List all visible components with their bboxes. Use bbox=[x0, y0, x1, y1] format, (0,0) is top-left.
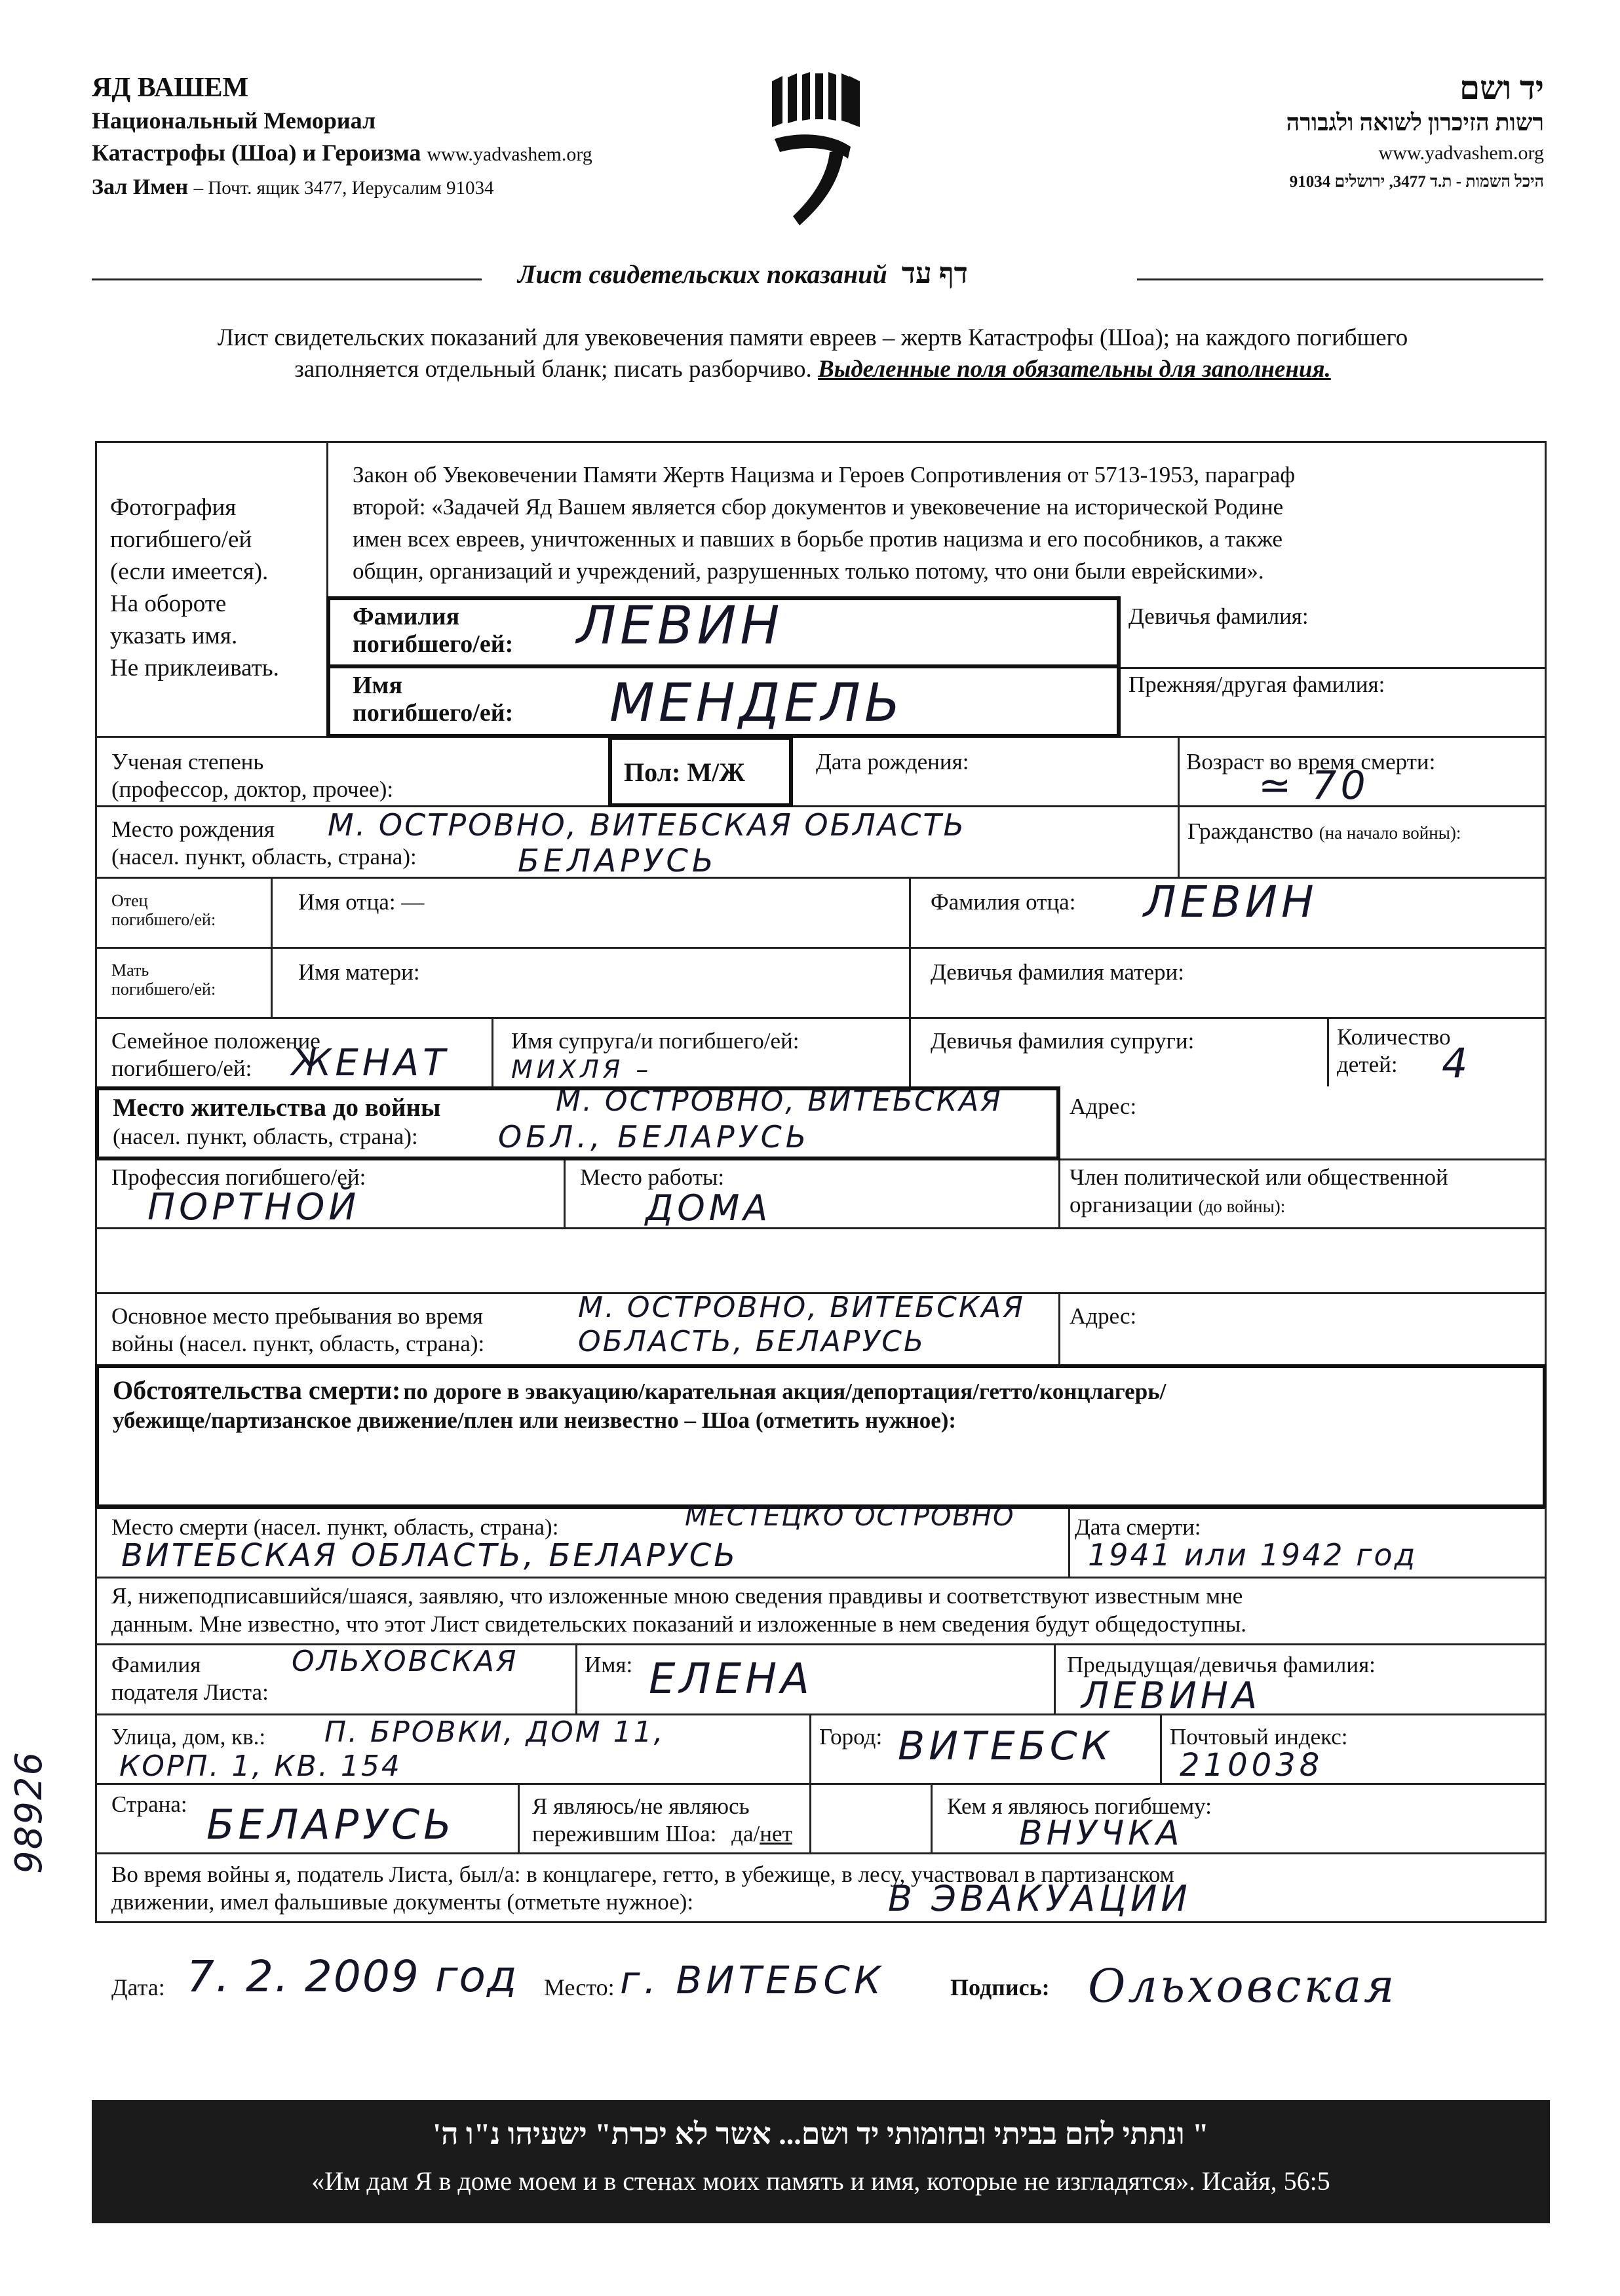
declaration-line-2: данным. Мне известно, что этот Лист свидетельских показаний и изложенные в нем сведения будут общедоступны. bbox=[111, 1611, 1246, 1637]
grid bbox=[1117, 667, 1547, 669]
photo-line: указать имя. bbox=[110, 622, 238, 649]
war-status-label-1: Во время войны я, податель Листа, был/а: в концлагере, гетто, в убежище, в лесу, участвовал в партизанском bbox=[111, 1862, 1174, 1887]
street-value-1[interactable]: П. БРОВКИ, ДОМ 11, bbox=[324, 1715, 665, 1749]
grid bbox=[492, 1017, 493, 1086]
membership-label-2-row bbox=[1070, 1191, 1448, 1219]
submitter-surname-value[interactable]: ОЛЬХОВСКАЯ bbox=[292, 1645, 518, 1678]
grid bbox=[1058, 1292, 1060, 1364]
intro-required: Выделенные поля обязательны для заполнения. bbox=[817, 356, 1331, 383]
spouse-value[interactable]: МИХЛЯ – bbox=[511, 1055, 653, 1084]
title-ru: Лист свидетельских показаний bbox=[518, 259, 887, 289]
grid bbox=[564, 1158, 566, 1227]
grid bbox=[1058, 1158, 1060, 1227]
law-line: второй: «Задачей Яд Вашем является сбор документов и увековечение на исторической Родине bbox=[353, 494, 1284, 520]
form-title bbox=[518, 257, 968, 290]
birth-date-label: Дата рождения: bbox=[816, 749, 969, 775]
death-date-label: Дата смерти: bbox=[1075, 1514, 1201, 1540]
father-row-label bbox=[111, 891, 216, 929]
header-right bbox=[1085, 68, 1544, 195]
relation-label: Кем я являюсь погибшему: bbox=[947, 1793, 1212, 1819]
title-rule-right bbox=[1137, 278, 1543, 280]
father-name-value[interactable]: — bbox=[401, 889, 425, 915]
children-label-2: детей: bbox=[1337, 1052, 1398, 1077]
grid bbox=[1327, 1017, 1329, 1086]
mother-row-label bbox=[111, 961, 216, 999]
membership-label bbox=[1070, 1164, 1448, 1219]
war-place-value-2[interactable]: ОБЛАСТЬ, БЕЛАРУСЬ bbox=[578, 1325, 926, 1358]
spouse-label: Имя супруга/и погибшего/ей: bbox=[511, 1028, 800, 1054]
profession-value[interactable]: ПОРТНОЙ bbox=[147, 1186, 360, 1229]
circumstances-text-1: по дороге в эвакуацию/карательная акция/депортация/гетто/концлагерь/ bbox=[403, 1379, 1167, 1404]
website-right: www.yadvashem.org bbox=[1378, 142, 1544, 164]
war-address-label: Адрес: bbox=[1070, 1303, 1137, 1329]
org-line1: Национальный Мемориал bbox=[92, 107, 376, 134]
marital-label-2: погибшего/ей: bbox=[111, 1056, 252, 1081]
survivor-no[interactable]: нет bbox=[760, 1821, 792, 1846]
law-line: общин, организаций и учреждений, разрушенных только потому, что они были еврейскими». bbox=[353, 558, 1264, 584]
residence-value-1[interactable]: М. ОСТРОВНО, ВИТЕБСКАЯ bbox=[556, 1084, 1003, 1118]
circumstances[interactable] bbox=[113, 1375, 1166, 1436]
mother-name-label: Имя матери: bbox=[298, 959, 420, 985]
workplace-label: Место работы: bbox=[580, 1164, 725, 1190]
birth-place-label-2: (насел. пункт, область, страна): bbox=[111, 844, 417, 870]
circumstances-row-1 bbox=[113, 1375, 1166, 1406]
yad-vashem-logo bbox=[767, 71, 865, 228]
birth-place-label-1: Место рождения bbox=[111, 816, 275, 842]
survivor-label-2: пережившим Шоа: bbox=[532, 1821, 717, 1846]
war-place-label-1: Основное место пребывания во время bbox=[111, 1303, 484, 1329]
age-value[interactable]: ≃ 70 bbox=[1258, 763, 1370, 809]
marital-value[interactable]: ЖЕНАТ bbox=[292, 1042, 450, 1084]
street-label: Улица, дом, кв.: bbox=[111, 1724, 266, 1750]
war-status-value[interactable]: В ЭВАКУАЦИИ bbox=[888, 1878, 1191, 1919]
survivor-label-1: Я являюсь/не являюсь bbox=[532, 1793, 750, 1819]
father-name-label-row bbox=[298, 889, 424, 916]
place-value[interactable]: г. ВИТЕБСК bbox=[620, 1958, 885, 2002]
grid bbox=[1068, 1507, 1070, 1577]
death-place-value-2[interactable]: ВИТЕБСКАЯ ОБЛАСТЬ, БЕЛАРУСЬ bbox=[121, 1537, 739, 1574]
firstname-value[interactable]: МЕНДЕЛЬ bbox=[609, 672, 904, 733]
war-status-label-2: движении, имел фальшивые документы (отметьте нужное): bbox=[111, 1889, 694, 1915]
intro-line2: заполняется отдельный бланк; писать разборчиво. bbox=[294, 356, 812, 383]
citizenship-note: (на начало войны): bbox=[1319, 823, 1461, 843]
country-label: Страна: bbox=[111, 1791, 187, 1817]
surname-value[interactable]: ЛЕВИН bbox=[577, 595, 784, 656]
death-date-value[interactable]: 1941 или 1942 год bbox=[1088, 1537, 1418, 1573]
citizenship-label-row bbox=[1187, 818, 1461, 845]
spouse-maiden-label: Девичья фамилия супруги: bbox=[931, 1028, 1195, 1054]
law-line: Закон об Увековечении Памяти Жертв Нацизма и Героев Сопротивления от 5713-1953, параграф bbox=[353, 462, 1296, 488]
mother-row-1: Мать bbox=[111, 961, 149, 980]
submitter-name-label: Имя: bbox=[585, 1652, 633, 1677]
photo-line: (если имеется). bbox=[110, 558, 269, 585]
relation-value[interactable]: ВНУЧКА bbox=[1019, 1814, 1184, 1853]
grid bbox=[1054, 1643, 1056, 1713]
firstname-label-1: Имя bbox=[353, 672, 402, 699]
degree-label-2: (профессор, доктор, прочее): bbox=[111, 776, 394, 802]
children-label-1: Количество bbox=[1337, 1024, 1451, 1050]
other-surname-label: Прежняя/другая фамилия: bbox=[1128, 672, 1385, 697]
grid bbox=[931, 1783, 933, 1852]
title-rule-left bbox=[92, 278, 482, 280]
zip-label: Почтовый индекс: bbox=[1170, 1724, 1348, 1750]
banner-hebrew: " ונתתי להם בביתי ובחומותי יד ושם... אשר לא יכרת" ישעיהו נ"ו ה' bbox=[433, 2117, 1209, 2151]
residence-value-2[interactable]: ОБЛ., БЕЛАРУСЬ bbox=[498, 1119, 811, 1155]
surname-label-1: Фамилия bbox=[353, 603, 460, 630]
signature-label: Подпись: bbox=[950, 1974, 1050, 2000]
father-surname-label: Фамилия отца: bbox=[931, 889, 1076, 915]
membership-label-1: Член политической или общественной bbox=[1070, 1164, 1448, 1190]
grid bbox=[1160, 1713, 1162, 1783]
hall-address: – Почт. ящик 3477, Иерусалим 91034 bbox=[193, 178, 494, 199]
marital-label bbox=[111, 1027, 320, 1082]
intro bbox=[92, 322, 1533, 385]
photo-line: На обороте bbox=[110, 590, 227, 617]
grid bbox=[95, 947, 1547, 949]
date-label: Дата: bbox=[111, 1974, 165, 2000]
org-name-he: יד ושם bbox=[1459, 69, 1544, 106]
membership-label-2: организации bbox=[1070, 1192, 1193, 1217]
city-label: Город: bbox=[819, 1724, 883, 1750]
country-value[interactable]: БЕЛАРУСЬ bbox=[206, 1801, 455, 1848]
children-label bbox=[1337, 1024, 1450, 1079]
mother-row-2: погибшего/ей: bbox=[111, 980, 216, 999]
children-value[interactable]: 4 bbox=[1442, 1039, 1472, 1087]
circumstances-label: Обстоятельства смерти: bbox=[113, 1375, 401, 1405]
place-label: Место: bbox=[544, 1974, 615, 2000]
marital-label-1: Семейное положение bbox=[111, 1028, 320, 1054]
signature[interactable]: Ольховская bbox=[1088, 1959, 1397, 2013]
submitter-prev-label: Предыдущая/девичья фамилия: bbox=[1067, 1652, 1376, 1677]
surname-label bbox=[353, 603, 513, 658]
firstname-label-2: погибшего/ей: bbox=[353, 699, 514, 727]
archive-number: 98926 bbox=[8, 1750, 50, 1874]
grid bbox=[909, 1017, 911, 1086]
grid bbox=[95, 1713, 1547, 1715]
hall-row bbox=[92, 171, 592, 204]
submitter-name-value[interactable]: ЕЛЕНА bbox=[649, 1655, 813, 1704]
death-place-label: Место смерти (насел. пункт, область, страна): bbox=[111, 1514, 559, 1540]
sex-label[interactable]: Пол: М/Ж bbox=[624, 757, 745, 787]
grid bbox=[575, 1643, 577, 1713]
father-row-1: Отец bbox=[111, 891, 148, 910]
membership-note: (до войны): bbox=[1198, 1196, 1286, 1216]
age-label: Возраст во время смерти: bbox=[1186, 749, 1436, 775]
war-place-label-2: войны (насел. пункт, область, страна): bbox=[111, 1331, 485, 1356]
submitter-surname-label-1: Фамилия bbox=[111, 1652, 201, 1677]
circumstances-text-2: убежище/партизанское движение/плен или неизвестно – Шоа (отметить нужное): bbox=[113, 1407, 957, 1433]
father-surname-value[interactable]: ЛЕВИН bbox=[1144, 877, 1318, 927]
photo-box bbox=[110, 491, 279, 684]
degree-label bbox=[111, 748, 393, 803]
intro-line2-row bbox=[92, 354, 1533, 385]
intro-line1: Лист свидетельских показаний для увековечения памяти евреев – жертв Катастрофы (Шоа); на каждого погибшего bbox=[217, 324, 1408, 351]
org-name-ru: ЯД ВАШЕМ bbox=[92, 73, 249, 103]
street-value-2[interactable]: КОРП. 1, КВ. 154 bbox=[119, 1750, 402, 1783]
submitter-surname-label bbox=[111, 1651, 269, 1706]
city-value[interactable]: ВИТЕБСК bbox=[898, 1723, 1113, 1769]
date-value[interactable]: 7. 2. 2009 год bbox=[187, 1951, 518, 2002]
grid bbox=[518, 1783, 520, 1852]
banner-russian: «Им дам Я в доме моем и в стенах моих память и имя, которые не изгладятся». Исайя, 56:5 bbox=[311, 2166, 1330, 2196]
grid bbox=[95, 1852, 1547, 1854]
address-he: היכל השמות - ת.ד 3477, ירושלים 91034 bbox=[1289, 173, 1544, 191]
declaration bbox=[111, 1582, 1246, 1638]
grid bbox=[95, 877, 1547, 879]
death-place-value-1[interactable]: МЕСТЕЦКО ОСТРОВНО bbox=[685, 1502, 1015, 1532]
zip-value[interactable]: 210038 bbox=[1180, 1747, 1324, 1784]
org-line2: Катастрофы (Шоа) и Героизма bbox=[92, 140, 421, 166]
mother-maiden-label: Девичья фамилия матери: bbox=[931, 959, 1184, 985]
residence-address-label: Адрес: bbox=[1070, 1094, 1137, 1119]
war-place-label bbox=[111, 1303, 484, 1358]
citizenship-label: Гражданство bbox=[1187, 818, 1313, 844]
hall-label: Зал Имен bbox=[92, 175, 189, 199]
surname-label-2: погибшего/ей: bbox=[353, 630, 514, 658]
law-line: имен всех евреев, уничтоженных и павших в борьбе против нацизма и его пособников, а также bbox=[353, 526, 1283, 552]
website-left: www.yadvashem.org bbox=[427, 144, 592, 165]
photo-line: Фотография bbox=[110, 494, 237, 521]
residence-label-1: Место жительства до войны bbox=[113, 1094, 441, 1122]
declaration-line-1: Я, нижеподписавшийся/шаяся, заявляю, что изложенные мною сведения правдивы и соответствуют известным мне bbox=[111, 1583, 1243, 1609]
survivor-label[interactable] bbox=[532, 1793, 792, 1848]
submitter-prev-value[interactable]: ЛЕВИНА bbox=[1081, 1675, 1262, 1717]
profession-label: Профессия погибшего/ей: bbox=[111, 1164, 366, 1190]
footer-banner bbox=[92, 2100, 1550, 2223]
org-he-line1: רשות הזיכרון לשואה ולגבורה bbox=[1286, 109, 1544, 136]
workplace-value[interactable]: ДОМА bbox=[646, 1187, 772, 1229]
maiden-name-label: Девичья фамилия: bbox=[1128, 603, 1309, 629]
father-name-label: Имя отца: bbox=[298, 889, 396, 915]
firstname-label bbox=[353, 672, 513, 727]
residence-label-2: (насел. пункт, область, страна): bbox=[113, 1124, 418, 1149]
survivor-yes[interactable]: да/ bbox=[731, 1821, 760, 1846]
photo-line: погибшего/ей bbox=[110, 526, 252, 553]
residence-label bbox=[113, 1093, 440, 1151]
birth-place-value-2[interactable]: БЕЛАРУСЬ bbox=[518, 843, 718, 879]
photo-line: Не приклеивать. bbox=[110, 655, 279, 681]
submitter-surname-label-2: подателя Листа: bbox=[111, 1679, 269, 1705]
header-left bbox=[92, 71, 592, 204]
title-he: דף עד bbox=[901, 258, 968, 290]
org-line2-row bbox=[92, 136, 592, 171]
survivor-label-2-row bbox=[532, 1820, 792, 1848]
degree-label-1: Ученая степень bbox=[111, 749, 264, 775]
law-text bbox=[353, 459, 1295, 587]
birth-place-value-1[interactable]: М. ОСТРОВНО, ВИТЕБСКАЯ ОБЛАСТЬ bbox=[328, 807, 967, 843]
father-row-2: погибшего/ей: bbox=[111, 910, 216, 929]
war-place-value-1[interactable]: М. ОСТРОВНО, ВИТЕБСКАЯ bbox=[578, 1291, 1025, 1324]
grid bbox=[95, 1783, 1547, 1785]
grid bbox=[95, 1577, 1547, 1578]
